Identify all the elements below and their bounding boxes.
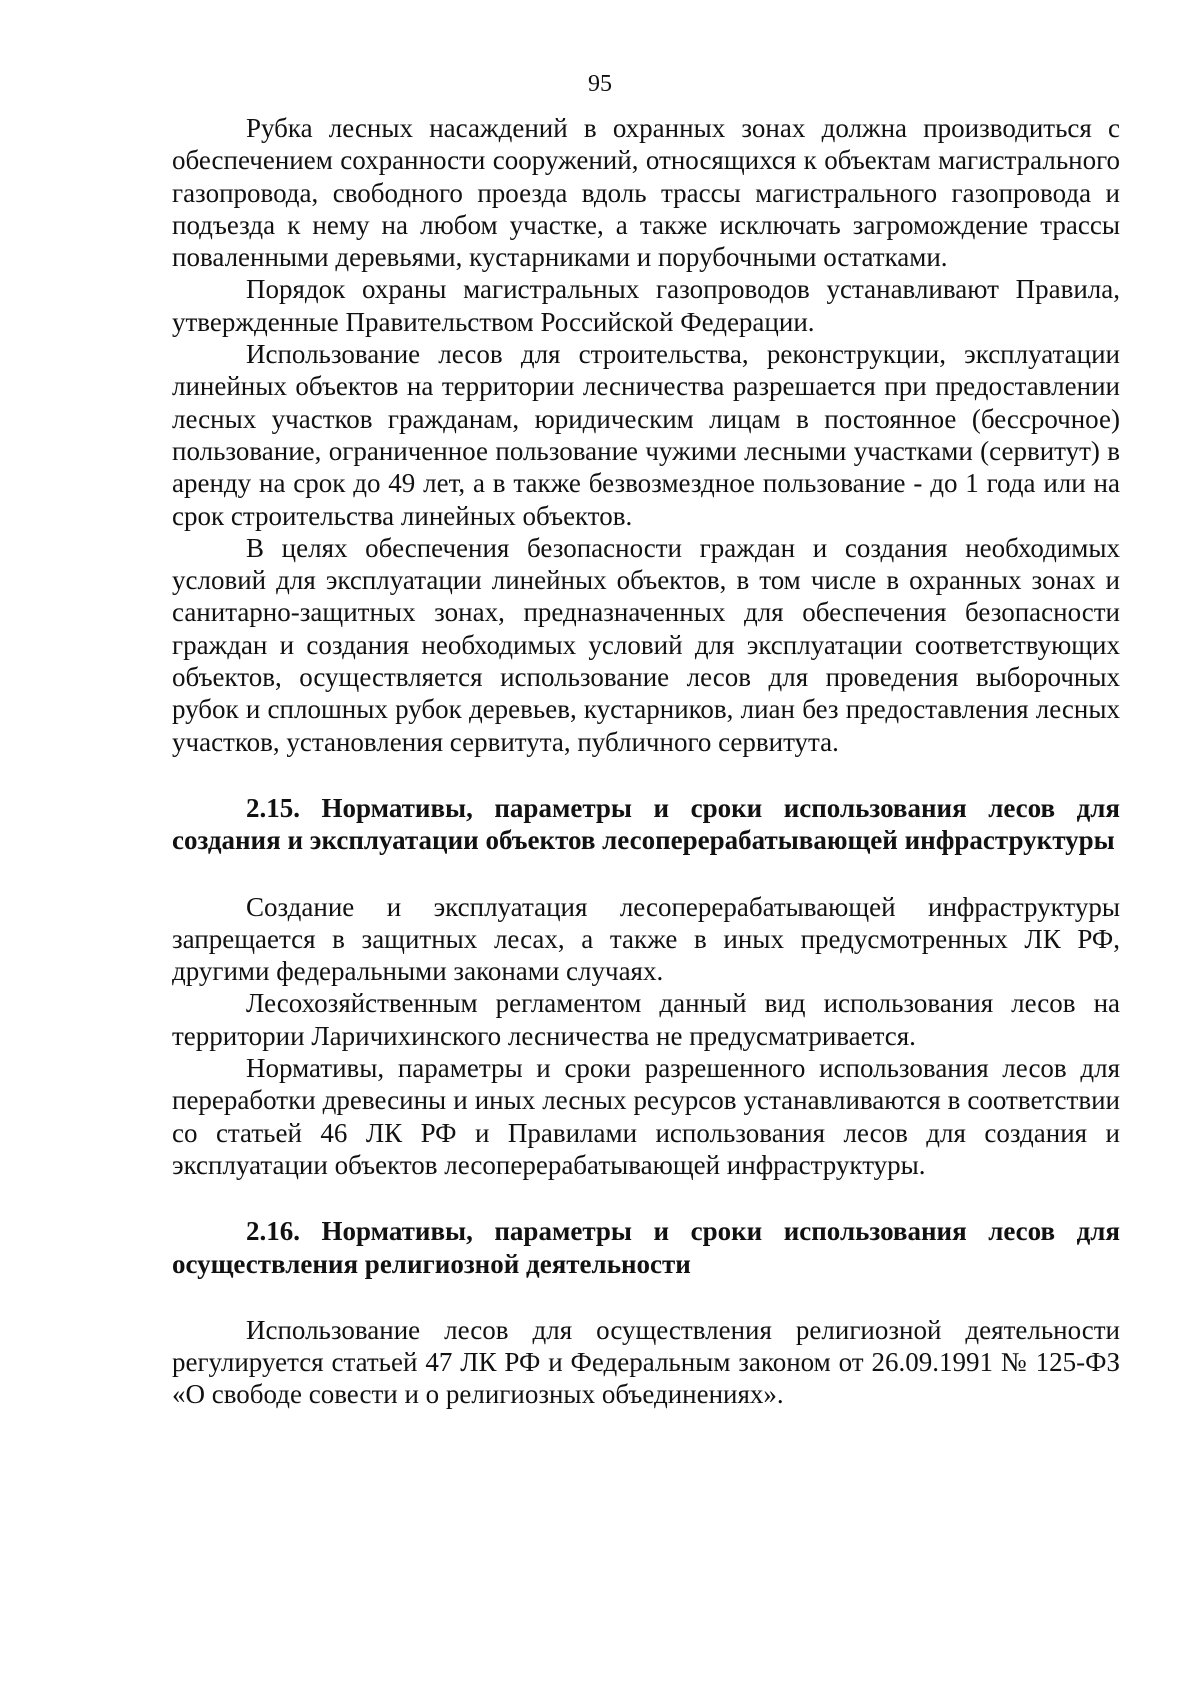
section-heading-2-16: 2.16. Нормативы, параметры и сроки использования лесов для осуществления религиозной деятельности xyxy=(172,1216,1120,1279)
page-number: 95 xyxy=(588,71,612,97)
spacer xyxy=(172,758,1120,792)
paragraph-regulation-not-provided: Лесохозяйственным регламентом данный вид использования лесов на территории Ларичихинского лесничества не предусматривается. xyxy=(172,988,1120,1051)
paragraph-infrastructure-prohibition: Создание и эксплуатация лесоперерабатывающей инфраструктуры запрещается в защитных лесах, а также в иных предусмотренных ЛК РФ, другими федеральными законами случаях. xyxy=(172,891,1120,987)
paragraph-religious-activity: Использование лесов для осуществления религиозной деятельности регулируется статьей 47 ЛК РФ и Федеральным законом от 26.09.1991 № 125-ФЗ «О свободе совести и о религиозных объединениях». xyxy=(172,1314,1120,1410)
paragraph-linear-objects-forest-use: Использование лесов для строительства, реконструкции, эксплуатации линейных объектов на территории лесничества разрешается при предоставлении лесных участков гражданам, юридическим лицам в постоянное (бессрочное) пользование, ограниченное пользование чужими лесными участками (сервитут) в аренду на срок до 49 лет, а в также безвозмездное пользование - до 1 года или на срок строительства линейных объектов. xyxy=(172,339,1120,531)
spacer xyxy=(172,1181,1120,1215)
paragraph-gas-pipeline-protection-rules: Порядок охраны магистральных газопроводов устанавливают Правила, утвержденные Правительством Российской Федерации. xyxy=(172,274,1120,337)
spacer xyxy=(172,1280,1120,1314)
page-body xyxy=(172,112,1120,1411)
section-heading-2-15: 2.15. Нормативы, параметры и сроки использования лесов для создания и эксплуатации объектов лесоперерабатывающей инфраструктуры xyxy=(172,792,1120,856)
paragraph-processing-norms: Нормативы, параметры и сроки разрешенного использования лесов для переработки древесины и иных лесных ресурсов устанавливаются в соответствии со статьей 46 ЛК РФ и Правилами использования лесов для создания и эксплуатации объектов лесоперерабатывающей инфраструктуры. xyxy=(172,1053,1120,1180)
paragraph-logging-in-protection-zones: Рубка лесных насаждений в охранных зонах должна производиться с обеспечением сохранности сооружений, относящихся к объектам магистрального газопровода, свободного проезда вдоль трассы магистрального газопровода и подъезда к нему на любом участке, а также исключать загромождение трассы поваленными деревьями, кустарниками и порубочными остатками. xyxy=(172,113,1120,273)
spacer xyxy=(172,857,1120,891)
paragraph-safety-cuttings: В целях обеспечения безопасности граждан и создания необходимых условий для эксплуатации линейных объектов, в том числе в охранных зонах и санитарно-защитных зонах, предназначенных для обеспечения безопасности граждан и создания необходимых условий для эксплуатации соответствующих объектов, осуществляется использование лесов для проведения выборочных рубок и сплошных рубок деревьев, кустарников, лиан без предоставления лесных участков, установления сервитута, публичного сервитута. xyxy=(172,532,1120,757)
